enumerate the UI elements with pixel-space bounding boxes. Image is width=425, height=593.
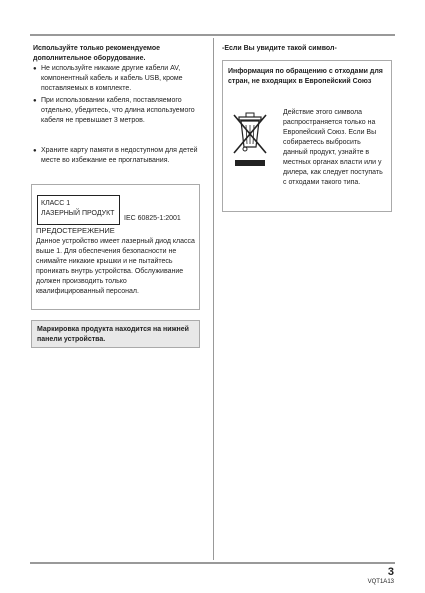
marking-box-text: Маркировка продукта находится на нижней панели устройства. [37,326,189,343]
symbol-heading: -Если Вы увидите такой символ- [222,45,337,52]
laser-class-line1: КЛАСС 1 [41,200,71,207]
laser-class-label [37,195,120,225]
waste-info-title: Информация по обращению с отходами для стран, не входящих в Европейский Союз [228,68,383,85]
doc-code: VQT1A13 [367,579,394,585]
page-number: 3 [387,566,394,578]
cable-bullet-list [33,64,203,126]
bullet-item: ● Не используйте никакие другие кабели AV, компонентный кабель и кабель USB, кроме поставляемых в комплекте. [33,64,203,94]
laser-standard: IEC 60825-1:2001 [124,215,181,222]
waste-info-box [222,60,392,212]
bottom-rule [30,562,395,564]
laser-class-line2: ЛАЗЕРНЫЙ ПРОДУКТ [41,210,115,217]
laser-warning-title: ПРЕДОСТЕРЕЖЕНИЕ [36,226,115,235]
bullet-item: ● При использовании кабеля, поставляемого отдельно, убедитесь, что длина используемого кабеля не превышает 3 метров. [33,96,203,126]
bullet-item: ● Храните карту памяти в недоступном для детей месте во избежание ее проглатывания. [33,146,203,166]
laser-warning-text: Данное устройство имеет лазерный диод класса выше 1. Для обеспечения безопасности не снимайте никакие крышки и не пытайтесь проникать внутрь устройства. Обслуживание должен производить только квалифицированный персонал. [36,238,195,295]
marking-box [31,320,200,348]
laser-warning-box [31,184,200,310]
top-rule [30,34,395,36]
waste-info-text: Действие этого символа распространяется только на Европейский Союз. Если Вы собираетесь выбросить данный продукт, узнайте в местных органах власти или у дилера, как следует поступать с отходами такого типа. [283,109,383,186]
column-separator [213,38,214,560]
intro-heading: Используйте только рекомендуемое дополнительное оборудование. [33,45,161,62]
crossed-bin-icon [231,109,269,171]
memory-card-bullet [33,146,203,166]
